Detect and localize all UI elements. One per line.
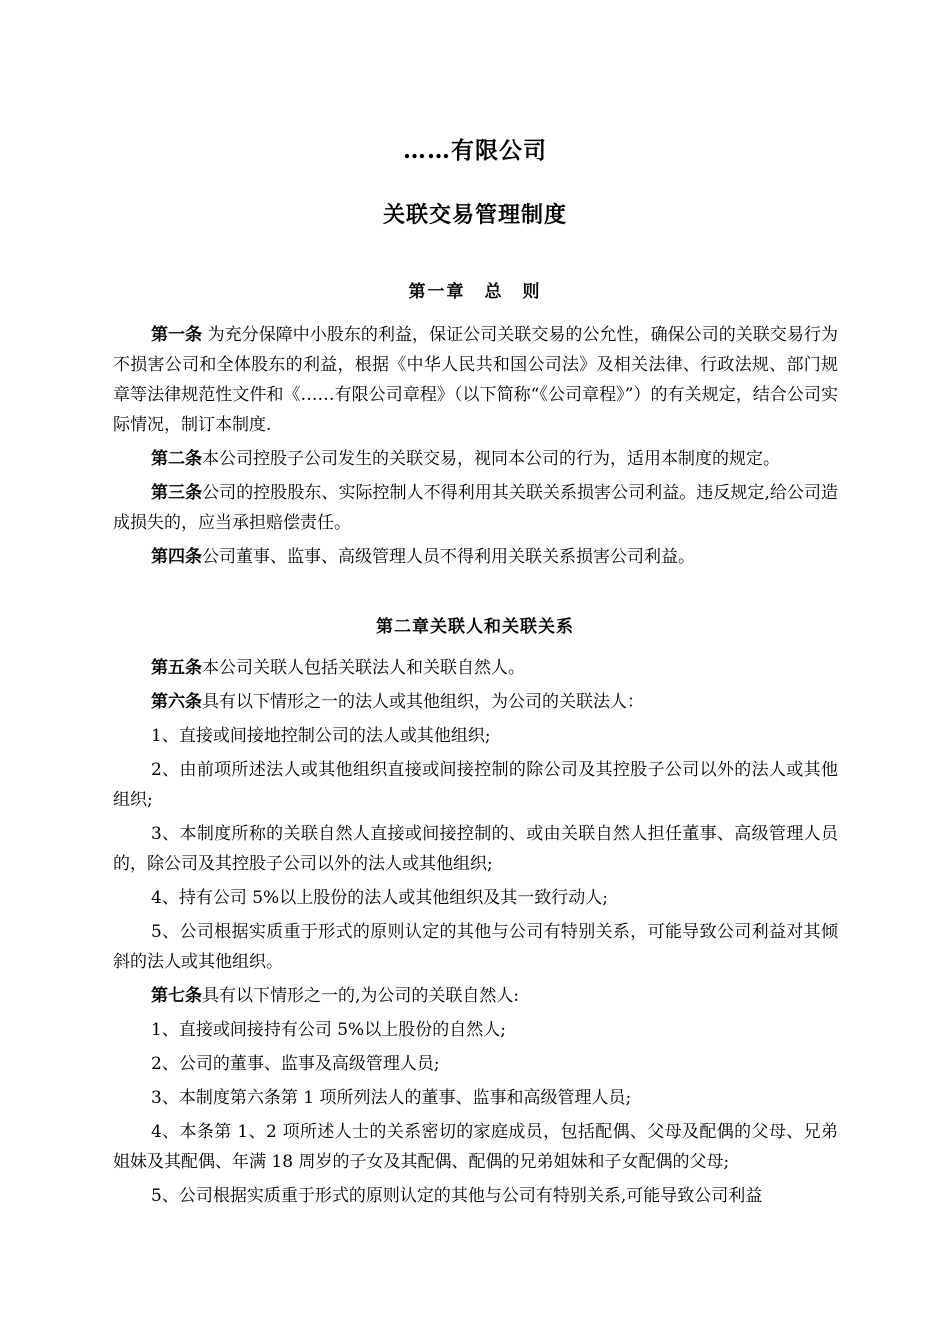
- list-item: 5、公司根据实质重于形式的原则认定的其他与公司有特别关系,可能导致公司利益: [151, 1186, 763, 1206]
- article-label: 第六条: [151, 692, 202, 712]
- article-5: [113, 653, 838, 687]
- article-text: 本公司控股子公司发生的关联交易，视同本公司的行为，适用本制度的规定。: [202, 449, 780, 469]
- list-item: 2、公司的董事、监事及高级管理人员;: [151, 1054, 440, 1074]
- article-label: 第三条: [151, 483, 203, 503]
- article-label: 第五条: [151, 658, 202, 678]
- list-item: 1、直接或间接地控制公司的法人或其他组织;: [151, 726, 491, 746]
- list-item: 4、本条第 1、2 项所述人士的关系密切的家庭成员，包括配偶、父母及配偶的父母、兄弟姐妹及其配偶、年满 18 周岁的子女及其配偶、配偶的兄弟姐妹和子女配偶的父母;: [113, 1122, 838, 1172]
- list-item: 2、由前项所述法人或其他组织直接或间接控制的除公司及其控股子公司以外的法人或其他组织;: [113, 760, 838, 810]
- list-item: 4、持有公司 5%以上股份的法人或其他组织及其一致行动人;: [151, 888, 608, 908]
- article-text: 公司的控股股东、实际控制人不得利用其关联关系损害公司利益。违反规定,给公司造成损失的，应当承担赔偿责任。: [113, 483, 839, 533]
- company-title: ……有限公司: [403, 137, 547, 164]
- article-label: 第二条: [151, 449, 202, 469]
- chapter-2-heading: 第二章关联人和关联关系: [376, 617, 574, 637]
- chapter-1-heading: 第一章 总 则: [408, 282, 542, 302]
- chapter-1-body: [113, 320, 838, 576]
- article-label: 第一条: [151, 325, 203, 345]
- list-item: 1、直接或间接持有公司 5%以上股份的自然人;: [151, 1020, 506, 1040]
- article-6: [113, 687, 838, 721]
- article-7: [113, 981, 838, 1015]
- article-text: 为充分保障中小股东的利益，保证公司关联交易的公允性，确保公司的关联交易行为不损害公司和全体股东的利益，根据《中华人民共和国公司法》及相关法律、行政法规、部门规章等法律规范性文件和《……有限公司章程》（以下简称“《公司章程》”）的有关规定，结合公司实际情况，制订本制度.: [113, 325, 839, 435]
- chapter-2-body: [113, 653, 838, 1215]
- document-title: 关联交易管理制度: [382, 202, 567, 228]
- list-item: 3、本制度第六条第 1 项所列法人的董事、监事和高级管理人员;: [151, 1088, 632, 1108]
- article-text: 具有以下情形之一的,为公司的关联自然人:: [202, 986, 520, 1006]
- article-text: 本公司关联人包括关联法人和关联自然人。: [202, 658, 525, 678]
- list-item: 5、公司根据实质重于形式的原则认定的其他与公司有特别关系，可能导致公司利益对其倾斜的法人或其他组织。: [113, 922, 838, 972]
- article-2: [113, 444, 838, 478]
- article-text: 公司董事、监事、高级管理人员不得利用关联关系损害公司利益。: [202, 547, 695, 567]
- article-1: [113, 320, 838, 444]
- article-3: [113, 478, 838, 542]
- list-item: 3、本制度所称的关联自然人直接或间接控制的、或由关联自然人担任董事、高级管理人员的，除公司及其控股子公司以外的法人或其他组织;: [113, 824, 838, 874]
- article-label: 第七条: [151, 986, 202, 1006]
- article-label: 第四条: [151, 547, 202, 567]
- article-text: 具有以下情形之一的法人或其他组织，为公司的关联法人：: [202, 692, 644, 712]
- article-4: [113, 542, 838, 576]
